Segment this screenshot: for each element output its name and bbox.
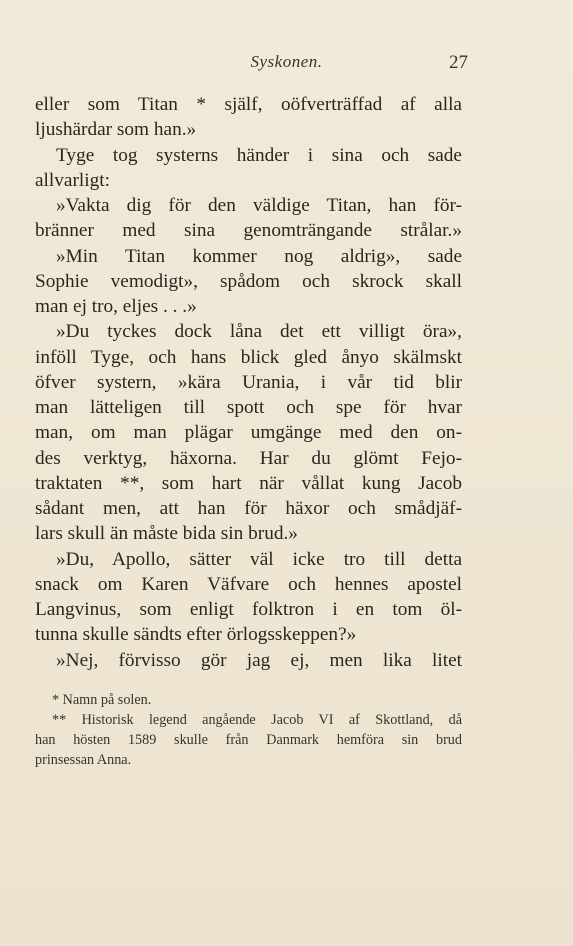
page-number: 27 (449, 52, 468, 73)
text-line: Sophie vemodigt», spådom och skrock skall (35, 270, 462, 292)
running-title: Syskonen. (250, 52, 323, 71)
text-line: »Du, Apollo, sätter väl icke tro till detta (56, 548, 462, 570)
text-line: Langvinus, som enligt folktron i en tom öl- (35, 599, 462, 620)
footnote-line: ** Historisk legend angående Jacob VI af Skottland, då (52, 712, 462, 728)
footnote-line: han hösten 1589 skulle från Danmark hemföra sin brud (35, 732, 462, 748)
text-line: man ej tro, eljes . . .» (35, 296, 197, 317)
text-line: sådant men, att han för häxor och smådjäf- (35, 498, 462, 519)
text-line: eller som Titan * själf, oöfverträffad af alla (35, 94, 462, 115)
text-line: Tyge tog systerns händer i sina och sade (56, 144, 462, 166)
text-line: »Nej, förvisso gör jag ej, men lika litet (56, 649, 462, 671)
text-line: öfver systern, »kära Urania, i vår tid blir (35, 371, 462, 393)
text-line: inföll Tyge, och hans blick gled ånyo skälmskt (35, 346, 462, 368)
text-line: »Vakta dig för den väldige Titan, han för- (56, 195, 462, 216)
text-line: man, om man plägar umgänge med den on- (35, 422, 462, 444)
text-line: tunna skulle sändts efter örlogsskeppen?» (35, 624, 357, 646)
footnotes (35, 690, 462, 770)
text-line: bränner med sina genomträngande strålar.» (35, 220, 462, 242)
text-line: traktaten **, som hart när vållat kung Jacob (35, 472, 462, 494)
text-line: lars skull än måste bida sin brud.» (35, 523, 298, 545)
footnote-line: prinsessan Anna. (35, 752, 132, 768)
text-line: »Min Titan kommer nog aldrig», sade (56, 245, 462, 267)
text-line: ljushärdar som han.» (35, 119, 197, 141)
text-line: snack om Karen Väfvare och hennes apostel (35, 573, 462, 595)
text-line: des verktyg, häxorna. Har du glömt Fejo- (35, 447, 462, 469)
text-line: »Du tyckes dock låna det ett villigt öra», (56, 321, 462, 343)
body-text (35, 92, 462, 673)
text-line: man lätteligen till spott och spe för hvar (35, 397, 462, 418)
running-header (0, 52, 573, 78)
text-line: allvarligt: (35, 169, 110, 191)
footnote-line: * Namn på solen. (52, 692, 152, 708)
